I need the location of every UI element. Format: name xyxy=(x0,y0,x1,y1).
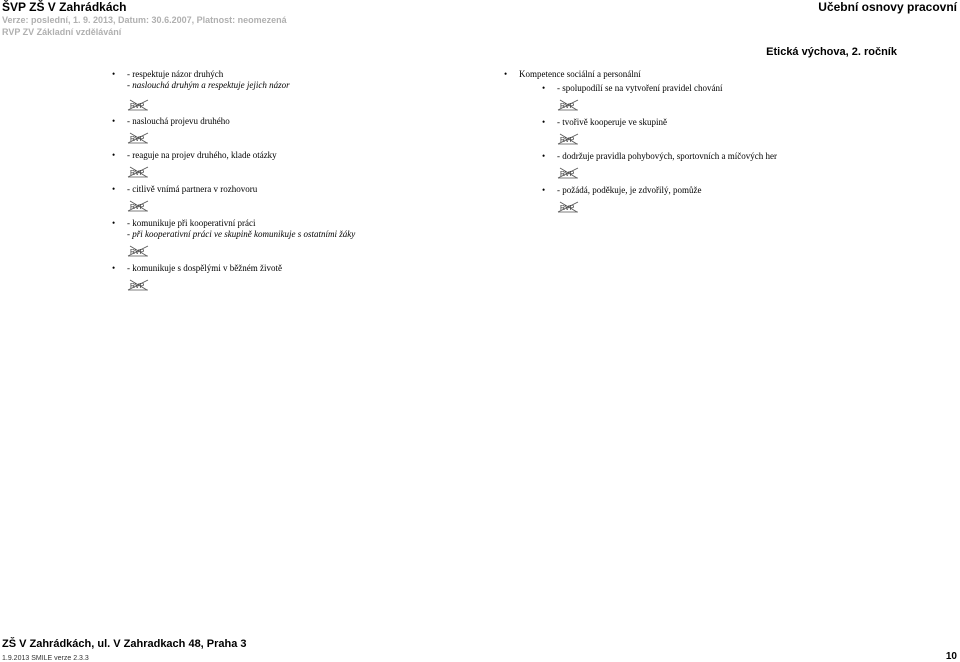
rvp-icon-label: RVP xyxy=(560,205,575,212)
outcomes-list xyxy=(112,69,482,291)
competence-text: - dodržuje pravidla pohybových, sportovních a míčových her xyxy=(557,151,777,161)
rvp-icon-label: RVP xyxy=(560,137,575,144)
footer-version: 1.9.2013 SMILE verze 2.3.3 xyxy=(2,655,89,662)
competence-heading xyxy=(504,69,944,80)
rvp-link-icon[interactable] xyxy=(127,245,149,257)
bullet: • xyxy=(542,185,546,195)
bullet: • xyxy=(112,116,116,126)
competence-items xyxy=(504,83,944,213)
rvp-icon-label: RVP xyxy=(560,103,575,110)
list-item xyxy=(112,69,482,99)
version-info: Verze: poslední, 1. 9. 2013, Datum: 30.6.2007, Platnost: neomezená xyxy=(2,15,287,25)
rvp-link-icon[interactable] xyxy=(127,200,149,212)
outcome-text: - citlivě vnímá partnera v rozhovoru xyxy=(127,184,258,194)
outcome-text: - komunikuje při kooperativní práci xyxy=(127,218,256,228)
competence-text: - požádá, poděkuje, je zdvořilý, pomůže xyxy=(557,185,702,195)
list-item xyxy=(112,263,482,274)
list-item xyxy=(112,218,482,240)
outcome-text: - naslouchá projevu druhého xyxy=(127,116,230,126)
outcome-subtext: - při kooperativní práci ve skupině komunikuje s ostatními žáky xyxy=(127,229,356,239)
list-item xyxy=(112,150,482,161)
bullet: • xyxy=(504,69,508,79)
bullet: • xyxy=(542,83,546,93)
rvp-link-icon[interactable] xyxy=(557,167,579,179)
rvp-icon-label: RVP xyxy=(130,204,145,211)
list-item xyxy=(112,184,482,195)
rvp-info: RVP ZV Základní vzdělávání xyxy=(2,27,122,37)
rvp-icon-label: RVP xyxy=(130,136,145,143)
rvp-icon-label: RVP xyxy=(130,249,145,256)
competence-text: - tvořivě kooperuje ve skupině xyxy=(557,117,667,127)
bullet: • xyxy=(542,117,546,127)
rvp-link-icon[interactable] xyxy=(127,279,149,291)
list-item xyxy=(112,116,482,127)
competence-heading-text: Kompetence sociální a personální xyxy=(519,69,641,79)
list-item xyxy=(542,83,944,94)
rvp-link-icon[interactable] xyxy=(557,99,579,111)
list-item xyxy=(542,151,944,162)
page-number: 10 xyxy=(945,651,957,662)
rvp-icon-label: RVP xyxy=(130,170,145,177)
rvp-link-icon[interactable] xyxy=(127,132,149,144)
rvp-link-icon[interactable] xyxy=(127,166,149,178)
rvp-link-icon[interactable] xyxy=(127,99,149,111)
rvp-icon-label: RVP xyxy=(130,283,145,290)
rvp-icon-label: RVP xyxy=(130,103,145,110)
outcome-subtext: - naslouchá druhým a respektuje jejich názor xyxy=(127,80,290,90)
bullet: • xyxy=(112,263,116,273)
outcome-text: - reaguje na projev druhého, klade otázky xyxy=(127,150,277,160)
outcome-text: - respektuje názor druhých xyxy=(127,69,224,79)
bullet: • xyxy=(112,184,116,194)
rvp-icon-label: RVP xyxy=(560,171,575,178)
outcome-text: - komunikuje s dospělými v běžném životě xyxy=(127,263,282,273)
bullet: • xyxy=(112,218,116,228)
rvp-link-icon[interactable] xyxy=(557,133,579,145)
list-item xyxy=(542,185,944,196)
competence-text: - spolupodílí se na vytvoření pravidel chování xyxy=(557,83,723,93)
rvp-link-icon[interactable] xyxy=(557,201,579,213)
subject-title: Etická výchova, 2. ročník xyxy=(766,46,897,58)
competences-list xyxy=(504,69,944,213)
list-item xyxy=(542,117,944,128)
bullet: • xyxy=(112,150,116,160)
document-title: ŠVP ZŠ V Zahrádkách xyxy=(2,0,127,14)
footer-school: ZŠ V Zahrádkách, ul. V Zahradkach 48, Praha 3 xyxy=(2,638,247,650)
document-section-header: Učební osnovy pracovní xyxy=(818,0,957,14)
bullet: • xyxy=(542,151,546,161)
bullet: • xyxy=(112,69,116,79)
